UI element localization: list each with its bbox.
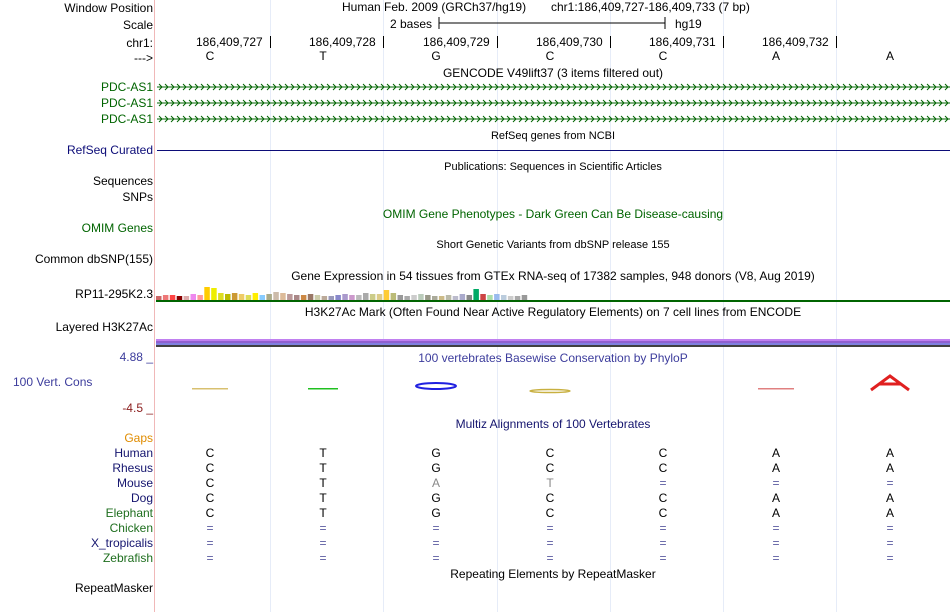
tissue-expression-bar bbox=[177, 296, 183, 300]
alignment-base: = bbox=[319, 551, 327, 565]
tissue-expression-bar bbox=[439, 296, 445, 300]
alignment-base: C bbox=[545, 491, 555, 505]
alignment-base: = bbox=[772, 536, 780, 550]
gtex-gene-label[interactable]: RP11-295K2.3 bbox=[75, 287, 153, 301]
tissue-expression-bar bbox=[432, 296, 438, 300]
tissue-expression-bar bbox=[487, 295, 493, 300]
tissue-expression-bar bbox=[211, 288, 217, 300]
species-label-x_tropicalis[interactable]: X_tropicalis bbox=[90, 536, 153, 550]
alignment-base: = bbox=[772, 521, 780, 535]
reference-base: T bbox=[319, 49, 327, 63]
window-position-label: Window Position bbox=[64, 1, 153, 15]
tissue-expression-bar bbox=[280, 293, 286, 300]
tissue-expression-bar bbox=[460, 294, 466, 300]
reference-base: C bbox=[658, 49, 668, 63]
tissue-expression-bar bbox=[239, 294, 245, 300]
scale-text: 2 bases bbox=[390, 17, 433, 31]
tissue-expression-bar bbox=[184, 296, 190, 300]
tissue-expression-bar bbox=[425, 295, 431, 300]
alignment-base: C bbox=[205, 446, 215, 460]
gtex-track-title[interactable]: Gene Expression in 54 tissues from GTEx RNA-seq of 17382 samples, 948 donors (V8, Aug 2019) bbox=[291, 269, 815, 283]
reference-base: G bbox=[431, 49, 441, 63]
alignment-base: T bbox=[319, 506, 327, 520]
ruler-tick bbox=[497, 36, 498, 48]
alignment-base: C bbox=[658, 461, 668, 475]
alignment-base: G bbox=[431, 506, 441, 520]
ruler-tick bbox=[723, 36, 724, 48]
ruler-tick bbox=[270, 36, 271, 48]
alignment-base: = bbox=[659, 521, 667, 535]
alignment-base: T bbox=[319, 461, 327, 475]
phylop-max-label: 4.88 _ bbox=[119, 350, 153, 364]
tissue-expression-bar bbox=[391, 293, 397, 300]
tissue-expression-bar bbox=[508, 296, 514, 300]
tissue-expression-bar bbox=[253, 293, 259, 300]
tissue-expression-bar bbox=[453, 296, 459, 300]
position-text: chr1:186,409,727-186,409,733 (7 bp) bbox=[551, 0, 750, 14]
phylop-track-title[interactable]: 100 vertebrates Basewise Conservation by PhyloP bbox=[418, 351, 688, 365]
alignment-base: T bbox=[319, 491, 327, 505]
alignment-base: = bbox=[546, 521, 554, 535]
alignment-base: G bbox=[431, 461, 441, 475]
phylop-label[interactable]: 100 Vert. Cons bbox=[13, 375, 93, 389]
ruler-coordinate: 186,409,731 bbox=[649, 35, 716, 49]
alignment-base: = bbox=[206, 521, 214, 535]
alignment-base: A bbox=[771, 506, 780, 520]
ruler-coordinate: 186,409,727 bbox=[196, 35, 263, 49]
refseq-track-title[interactable]: RefSeq genes from NCBI bbox=[490, 130, 616, 142]
h3k27ac-track-title[interactable]: H3K27Ac Mark (Often Found Near Active Regulatory Elements) on 7 cell lines from ENCODE bbox=[304, 305, 802, 319]
tissue-expression-bar bbox=[218, 293, 224, 300]
alignment-base: A bbox=[885, 491, 894, 505]
conservation-glyph bbox=[530, 390, 570, 393]
conservation-glyph bbox=[416, 383, 456, 389]
gencode-transcripts[interactable] bbox=[156, 82, 950, 126]
tissue-expression-bar bbox=[515, 296, 521, 300]
tissue-expression-bar bbox=[273, 292, 279, 300]
alignment-base: C bbox=[545, 461, 555, 475]
tissue-expression-bar bbox=[329, 296, 335, 300]
tissue-expression-bar bbox=[163, 295, 169, 300]
tissue-expression-bar bbox=[473, 289, 479, 300]
alignment-base: = bbox=[886, 521, 894, 535]
species-label-dog[interactable]: Dog bbox=[130, 491, 153, 505]
species-label-rhesus[interactable]: Rhesus bbox=[112, 461, 153, 475]
alignment-base: = bbox=[886, 476, 894, 490]
alignment-base: C bbox=[658, 506, 668, 520]
tissue-expression-bar bbox=[384, 290, 390, 300]
dbsnp-track-title[interactable]: Short Genetic Variants from dbSNP release 155 bbox=[436, 239, 670, 251]
chrom-label: chr1: bbox=[126, 36, 153, 50]
gtex-expression-bars[interactable] bbox=[156, 284, 950, 302]
alignment-base: = bbox=[546, 536, 554, 550]
alignment-base: C bbox=[205, 461, 215, 475]
alignment-base: C bbox=[545, 446, 555, 460]
phylop-conservation-logo[interactable] bbox=[156, 374, 950, 394]
ruler-tick bbox=[383, 36, 384, 48]
species-label-mouse[interactable]: Mouse bbox=[116, 476, 153, 490]
alignment-base: = bbox=[886, 536, 894, 550]
sequences-label[interactable]: Sequences bbox=[92, 174, 153, 188]
h3k27ac-signal[interactable] bbox=[156, 339, 950, 349]
multiz-track-title[interactable]: Multiz Alignments of 100 Vertebrates bbox=[455, 417, 651, 431]
alignment-base: C bbox=[658, 446, 668, 460]
tissue-expression-bar bbox=[308, 294, 314, 300]
tissue-expression-bar bbox=[287, 294, 293, 300]
dbsnp-label[interactable]: Common dbSNP(155) bbox=[34, 252, 153, 266]
alignment-base: T bbox=[319, 446, 327, 460]
tissue-expression-bar bbox=[377, 294, 383, 300]
alignment-base: T bbox=[546, 476, 554, 490]
alignment-base: A bbox=[771, 491, 780, 505]
tissue-expression-bar bbox=[494, 294, 500, 300]
alignment-base: G bbox=[431, 446, 441, 460]
alignment-base: = bbox=[772, 551, 780, 565]
alignment-base: A bbox=[885, 461, 894, 475]
strand-label: ---> bbox=[134, 51, 153, 65]
conservation-glyph bbox=[308, 388, 338, 390]
conservation-glyph bbox=[758, 388, 794, 390]
reference-base: C bbox=[545, 49, 555, 63]
alignment-base: A bbox=[771, 446, 780, 460]
omim-label[interactable]: OMIM Genes bbox=[81, 221, 153, 235]
snps-label[interactable]: SNPs bbox=[122, 190, 153, 204]
conservation-glyph bbox=[192, 388, 228, 390]
repeatmasker-label[interactable]: RepeatMasker bbox=[74, 581, 153, 595]
omim-track-title[interactable]: OMIM Gene Phenotypes - Dark Green Can Be Disease-causing bbox=[382, 207, 724, 221]
ruler-tick bbox=[610, 36, 611, 48]
scale-db: hg19 bbox=[675, 17, 702, 31]
alignment-base: T bbox=[319, 476, 327, 490]
tissue-expression-bar bbox=[197, 295, 203, 300]
alignment-base: C bbox=[545, 506, 555, 520]
phylop-min-label: -4.5 _ bbox=[122, 401, 153, 415]
tissue-expression-bar bbox=[266, 294, 272, 300]
tissue-expression-bar bbox=[225, 294, 231, 300]
h3k27ac-label[interactable]: Layered H3K27Ac bbox=[55, 320, 153, 334]
refseq-gene-line[interactable] bbox=[157, 150, 950, 151]
alignment-base: A bbox=[431, 476, 440, 490]
tissue-expression-bar bbox=[501, 295, 507, 300]
scale-label: Scale bbox=[122, 18, 153, 32]
species-label-elephant[interactable]: Elephant bbox=[105, 506, 153, 520]
tissue-expression-bar bbox=[467, 295, 473, 300]
alignment-base: G bbox=[431, 491, 441, 505]
tissue-expression-bar bbox=[356, 295, 362, 300]
gencode-item-label[interactable]: PDC-AS1 bbox=[100, 96, 153, 110]
conservation-glyph bbox=[871, 376, 909, 390]
tissue-expression-bar bbox=[480, 294, 486, 300]
tissue-expression-bar bbox=[398, 295, 404, 300]
alignment-base: = bbox=[432, 521, 440, 535]
publications-track-title[interactable]: Publications: Sequences in Scientific Articles bbox=[444, 161, 662, 173]
alignment-base: C bbox=[205, 506, 215, 520]
alignment-base: = bbox=[659, 476, 667, 490]
gaps-label: Gaps bbox=[124, 431, 153, 445]
refseq-label[interactable]: RefSeq Curated bbox=[66, 143, 153, 157]
alignment-base: = bbox=[659, 551, 667, 565]
alignment-base: = bbox=[432, 551, 440, 565]
tissue-expression-bar bbox=[232, 293, 238, 300]
tissue-expression-bar bbox=[418, 294, 424, 300]
gencode-item-label[interactable]: PDC-AS1 bbox=[100, 112, 153, 126]
tissue-expression-bar bbox=[156, 296, 162, 300]
repeatmasker-track-title[interactable]: Repeating Elements by RepeatMasker bbox=[450, 567, 656, 581]
ruler-coordinate: 186,409,729 bbox=[423, 35, 490, 49]
tissue-expression-bar bbox=[342, 294, 348, 300]
alignment-base: = bbox=[546, 551, 554, 565]
alignment-base: A bbox=[771, 461, 780, 475]
alignment-base: A bbox=[885, 506, 894, 520]
tissue-expression-bar bbox=[446, 295, 452, 300]
tissue-expression-bar bbox=[335, 295, 341, 300]
label-divider-line bbox=[154, 0, 155, 612]
tissue-expression-bar bbox=[301, 295, 307, 300]
gencode-item-label[interactable]: PDC-AS1 bbox=[100, 80, 153, 94]
tissue-expression-bar bbox=[170, 295, 176, 300]
tissue-expression-bar bbox=[322, 296, 328, 300]
alignment-base: C bbox=[205, 491, 215, 505]
ruler-tick bbox=[836, 36, 837, 48]
reference-base: C bbox=[205, 49, 215, 63]
tissue-expression-bar bbox=[363, 293, 369, 300]
assembly-title: Human Feb. 2009 (GRCh37/hg19) bbox=[342, 0, 527, 14]
alignment-base: = bbox=[319, 536, 327, 550]
ruler-coordinate: 186,409,728 bbox=[309, 35, 376, 49]
tissue-expression-bar bbox=[246, 295, 252, 300]
gtex-baseline bbox=[156, 300, 950, 302]
alignment-base: = bbox=[319, 521, 327, 535]
species-label-zebrafish[interactable]: Zebrafish bbox=[102, 551, 153, 565]
reference-base: A bbox=[771, 49, 780, 63]
alignment-base: = bbox=[206, 536, 214, 550]
gencode-track-title[interactable]: GENCODE V49lift37 (3 items filtered out) bbox=[442, 66, 664, 80]
tissue-expression-bar bbox=[294, 295, 300, 300]
tissue-expression-bar bbox=[349, 295, 355, 300]
alignment-base: C bbox=[658, 491, 668, 505]
species-label-chicken[interactable]: Chicken bbox=[109, 521, 153, 535]
tissue-expression-bar bbox=[404, 296, 410, 300]
alignment-base: = bbox=[886, 551, 894, 565]
tissue-expression-bar bbox=[370, 294, 376, 300]
scale-bar bbox=[438, 17, 668, 31]
alignment-base: = bbox=[432, 536, 440, 550]
alignment-base: A bbox=[885, 446, 894, 460]
tissue-expression-bar bbox=[260, 295, 266, 300]
alignment-base: = bbox=[659, 536, 667, 550]
alignment-base: = bbox=[206, 551, 214, 565]
tissue-expression-bar bbox=[191, 294, 197, 300]
tissue-expression-bar bbox=[315, 295, 321, 300]
tissue-expression-bar bbox=[522, 295, 528, 300]
tissue-expression-bar bbox=[204, 287, 210, 300]
alignment-base: = bbox=[772, 476, 780, 490]
species-label-human[interactable]: Human bbox=[114, 446, 153, 460]
ruler-coordinate: 186,409,732 bbox=[762, 35, 829, 49]
reference-base: A bbox=[885, 49, 894, 63]
alignment-base: C bbox=[205, 476, 215, 490]
ruler-coordinate: 186,409,730 bbox=[536, 35, 603, 49]
tissue-expression-bar bbox=[411, 295, 417, 300]
